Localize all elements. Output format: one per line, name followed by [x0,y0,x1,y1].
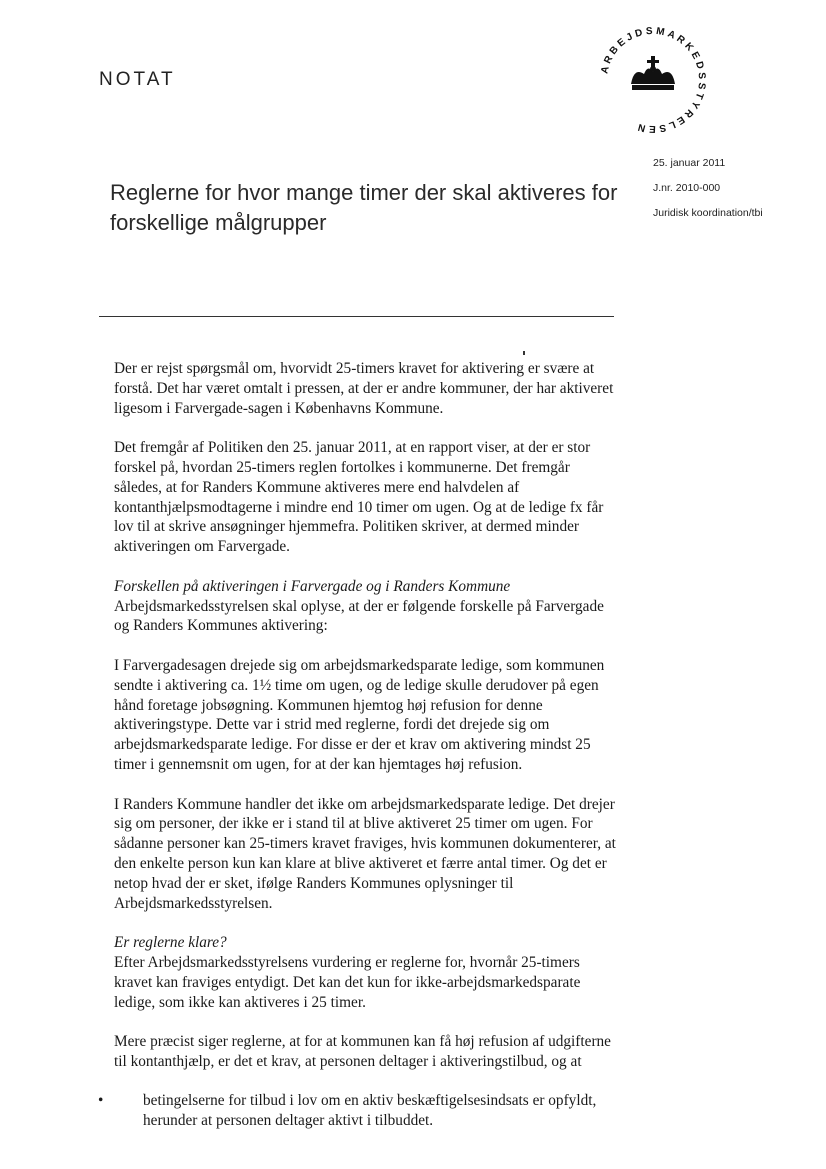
bullet-icon: • [98,1092,104,1110]
list-item-text: betingelserne for tilbud i lov om en aktiv beskæftigelsesindsats er opfyldt, herunder at personen deltager aktivt i tilbuddet. [143,1092,597,1130]
department-label: Juridisk koordination/tbi [653,207,763,219]
paragraph-6: Efter Arbejdsmarkedsstyrelsens vurdering er reglerne for, hvornår 25-timers kravet kan fraviges entydigt. Det kan det kun for ikke-arbejdsmarkedsparate ledige, som ikke kan aktiveres i 25 timer. [114,953,581,1011]
paragraph-7: Mere præcist siger reglerne, at for at kommunen kan få høj refusion af udgifterne til kontanthjælp, er det et krav, at personen deltager i aktiveringstilbud, og at [114,1033,611,1070]
title-line-2: forskellige målgrupper [110,210,327,235]
crown-icon [631,56,675,90]
section-heading-rules: Er reglerne klare? [114,934,227,952]
document-date: 25. januar 2011 [653,157,726,169]
title-divider [99,316,614,317]
list-item [98,1091,616,1131]
document-title [110,178,630,238]
document-body [98,359,616,1131]
paragraph-3: Arbejdsmarkedsstyrelsen skal oplyse, at der er følgende forskelle på Farvergade og Randers Kommunes aktivering: [114,597,604,635]
paragraph-4: I Farvergadesagen drejede sig om arbejdsmarkedsparate ledige, som kommunen sendte i aktivering ca. 1½ time om ugen, og de ledige skulle derudover på egen hånd foretage jobsøgning. Kommunen hjemtog høj refusion for denne aktiveringstype. Dette var i strid med reglerne, fordi det drejede sig om arbejdsmarkedsparate ledige. For disse er der et krav om aktivering mindst 25 timer i gennemsnit om ugen, for at der kan hjemtages høj refusion. [114,656,605,773]
paragraph-5: I Randers Kommune handler det ikke om arbejdsmarkedsparate ledige. Det drejer sig om personer, der ikke er i stand til at blive aktiveret 25 timer om ugen. For sådanne personer kan 25-timers kravet fraviges, hvis kommunen dokumenterer, at den enkelte person kun kan klare at blive aktiveret et færre antal timer. Og det er netop hvad der er sket, ifølge Randers Kommunes oplysninger til Arbejdsmarkedsstyrelsen. [114,795,616,912]
ministry-logo [586,22,721,137]
journal-number: J.nr. 2010-000 [653,182,721,194]
title-line-1: Reglerne for hvor mange timer der skal aktiveres for [110,180,618,205]
paragraph-1: Der er rejst spørgsmål om, hvorvidt 25-timers kravet for aktivering er svære at forstå. Det har været omtalt i pressen, at der er andre kommuner, der har aktiveret ligesom i Farvergade-sagen i Københavns Kommune. [114,360,614,417]
paragraph-2: Det fremgår af Politiken den 25. januar 2011, at en rapport viser, at der er stor forskel på, hvordan 25-timers reglen fortolkes i kommunerne. Det fremgår således, at for Randers Kommune aktiveres mere end halvdelen af kontanthjælpsmodtagerne i mindre end 10 timer om ugen. Og at de ledige fx får lov til at skrive ansøgninger hjemmefra. Politiken skriver, at dermed minder aktiveringen om Farvergade. [114,439,604,556]
logo-ring-text: ARBEJDSMARKEDSSTYRELSEN [599,25,708,135]
document-type-label: NOTAT [99,69,176,90]
document-metadata [653,157,763,232]
section-heading-differences: Forskellen på aktiveringen i Farvergade og i Randers Kommune [114,577,511,595]
scan-mark [523,351,525,355]
